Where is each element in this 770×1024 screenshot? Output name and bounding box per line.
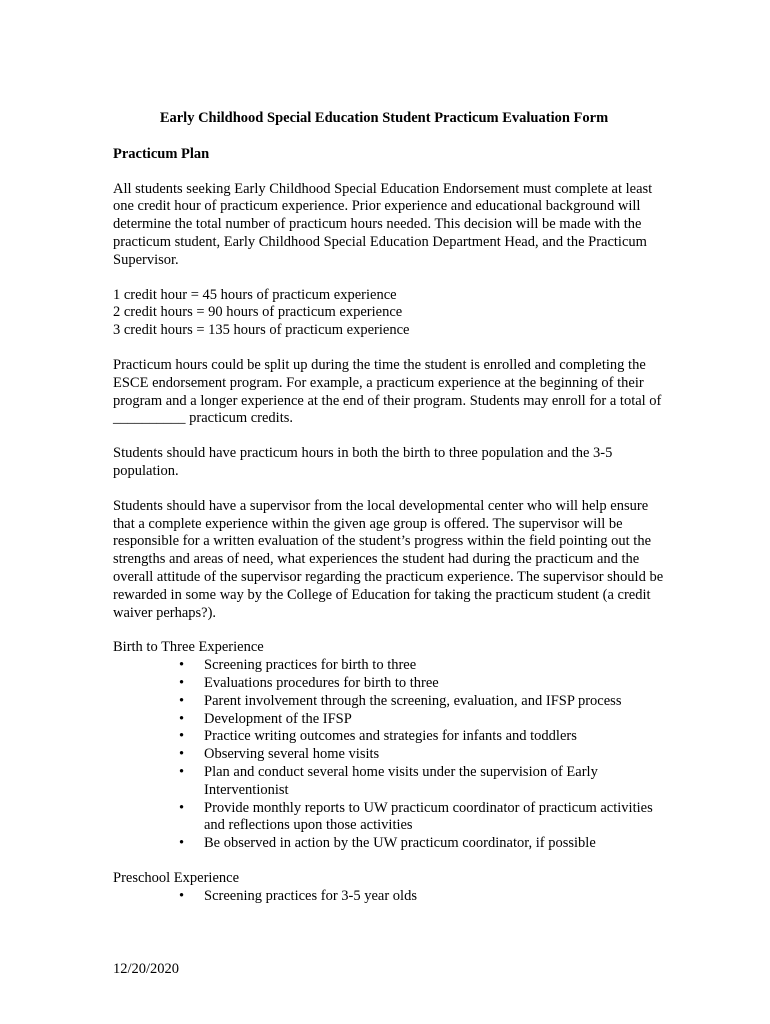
list-item: • Be observed in action by the UW practicum coordinator, if possible (179, 835, 596, 852)
list-item: • Screening practices for birth to three (179, 657, 417, 674)
population-paragraph: Students should have practicum hours in both the birth to three population and the 3-5 population. (113, 445, 613, 479)
bullet-icon: • (179, 835, 185, 852)
credit-hours-list (113, 287, 673, 340)
intro-paragraph: All students seeking Early Childhood Special Education Endorsement must complete at least one credit hour of practicum experience. Prior experience and educational background will determine the total number of practicum hours needed. This decision will be made with the practicum student, Early Childhood Special Education Department Head, and the Practicum Supervisor. (113, 180, 653, 268)
birth-to-three-list (113, 657, 673, 853)
section-heading: Practicum Plan (113, 145, 210, 162)
footer-date: 12/20/2020 (113, 961, 180, 977)
bullet-icon: • (179, 799, 185, 816)
credit-hours-line: 1 credit hour = 45 hours of practicum experience (113, 286, 397, 303)
bullet-icon: • (179, 746, 185, 763)
credit-hours-line: 2 credit hours = 90 hours of practicum experience (113, 304, 403, 321)
list-item: • Practice writing outcomes and strategies for infants and toddlers (179, 728, 577, 745)
list-item: • Evaluations procedures for birth to three (179, 674, 439, 691)
split-paragraph: Practicum hours could be split up during the time the student is enrolled and completing the ESCE endorsement program. For example, a practicum experience at the beginning of their program and a longer experience at the end of their program. Students may enroll for a total of __________ practicum credits. (113, 356, 662, 427)
bullet-icon: • (179, 728, 185, 745)
list-item: • Plan and conduct several home visits under the supervision of Early Interventionist (179, 763, 598, 798)
list-item: • Observing several home visits (179, 746, 380, 763)
bullet-icon: • (179, 710, 185, 727)
bullet-icon: • (179, 657, 185, 674)
list-item: • Provide monthly reports to UW practicum coordinator of practicum activities and reflections upon those activities (179, 799, 653, 834)
list-item: • Development of the IFSP (179, 710, 352, 727)
bullet-icon: • (179, 692, 185, 709)
preschool-label: Preschool Experience (113, 869, 240, 886)
list-item: • Screening practices for 3-5 year olds (179, 887, 417, 904)
credit-hours-line: 3 credit hours = 135 hours of practicum experience (113, 322, 410, 339)
birth-to-three-label: Birth to Three Experience (113, 639, 264, 656)
preschool-list (113, 888, 673, 906)
supervisor-paragraph: Students should have a supervisor from the local developmental center who will help ensure that a complete experience within the given age group is offered. The supervisor will be responsible for a written evaluation of the student’s progress within the field pointing out the strengths and areas of need, what experiences the student had during the practicum and the overall attitude of the supervisor regarding the practicum experience. The supervisor should be rewarded in some way by the College of Education for taking the practicum student (a credit waiver perhaps?). (113, 497, 664, 621)
bullet-icon: • (179, 887, 185, 904)
bullet-icon: • (179, 763, 185, 780)
list-item: • Parent involvement through the screening, evaluation, and IFSP process (179, 692, 622, 709)
document-body (113, 110, 673, 922)
page-title: Early Childhood Special Education Student Practicum Evaluation Form (159, 110, 609, 126)
bullet-icon: • (179, 674, 185, 691)
